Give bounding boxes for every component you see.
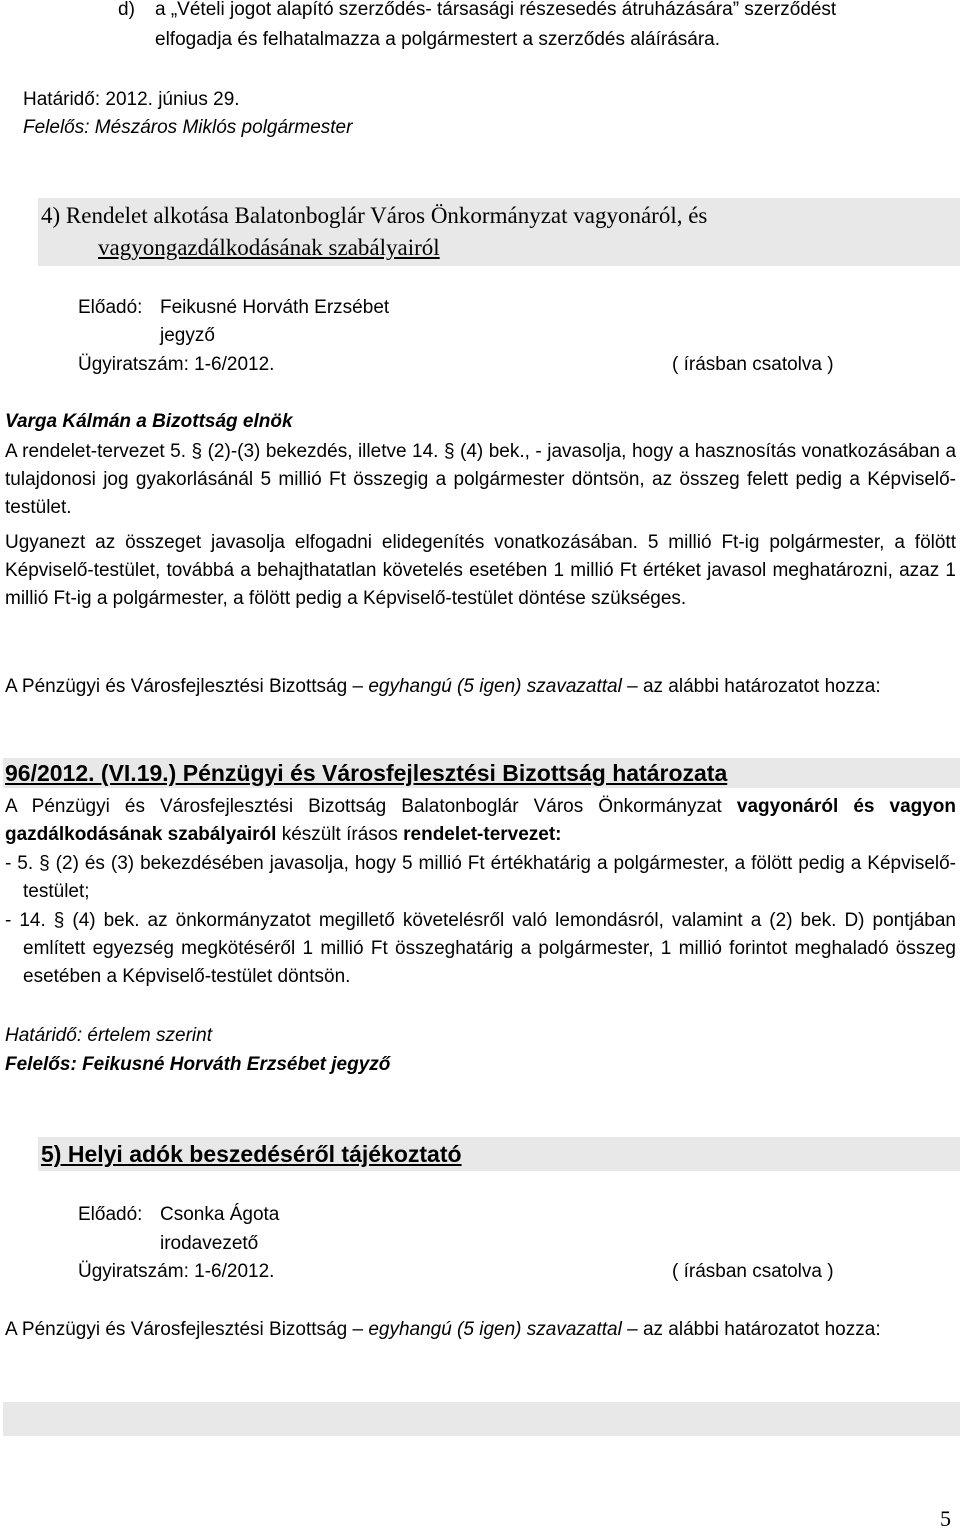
para2-a: Ugyanezt az összeget javasolja elfogadni elidegenítés vonatkozásában. bbox=[5, 532, 638, 553]
list-marker-d: d) bbox=[118, 0, 135, 20]
presenter-label-5: Előadó: bbox=[78, 1204, 143, 1225]
attached-note: ( írásban csatolva ) bbox=[672, 354, 834, 375]
vote-outcome-5: az alábbi határozatot hozza: bbox=[642, 1319, 881, 1340]
res-intro-a: A Pénzügyi és Városfejlesztési Bizottság Balatonboglár Város Önkormányzat bbox=[5, 796, 722, 817]
item-d-line2: elfogadja és felhatalmazza a polgármestert a szerződés aláírására. bbox=[155, 29, 721, 50]
resolution-intro bbox=[5, 793, 956, 849]
attached-note-5: ( írásban csatolva ) bbox=[672, 1261, 834, 1282]
vote-result-5: egyhangú (5 igen) szavazattal bbox=[368, 1319, 622, 1340]
paragraph-2 bbox=[5, 529, 956, 613]
section-4-title-line2: vagyongazdálkodásának szabályairól bbox=[98, 235, 440, 260]
presenter-role-5: irodavezető bbox=[160, 1233, 259, 1254]
page-number: 5 bbox=[940, 1506, 951, 1531]
presenter-name: Feikusné Horváth Erzsébet bbox=[160, 297, 390, 318]
responsible-1: Felelős: Mészáros Miklós polgármester bbox=[23, 117, 353, 138]
vote-committee: A Pénzügyi és Városfejlesztési Bizottság bbox=[5, 676, 348, 697]
resolution-title: 96/2012. (VI.19.) Pénzügyi és Városfejlesztési Bizottság határozata bbox=[5, 760, 728, 786]
vote-outcome: az alábbi határozatot hozza: bbox=[642, 676, 881, 697]
bullet1-text: (2) és (3) bekezdésében javasolja, hogy 5 millió Ft értékhatárig a polgármester, a fölött pedig a Képviselő-testület; bbox=[23, 853, 957, 902]
empty-resolution-shading bbox=[3, 1402, 960, 1436]
deadline-2: Határidő: értelem szerint bbox=[5, 1025, 212, 1046]
presenter-name-5: Csonka Ágota bbox=[160, 1204, 280, 1225]
section-4-title-line1: 4) Rendelet alkotása Balatonboglár Város Önkormányzat vagyonáról, és bbox=[41, 203, 708, 228]
res-intro-c: készült írásos bbox=[281, 824, 398, 845]
deadline-1: Határidő: 2012. június 29. bbox=[23, 89, 240, 110]
resolution-bullet-1 bbox=[5, 850, 956, 906]
para1-c: (4) bek. bbox=[460, 441, 525, 462]
presenter-role: jegyző bbox=[160, 325, 215, 346]
vote-paragraph-1: A Pénzügyi és Városfejlesztési Bizottság – egyhangú (5 igen) szavazattal – az alábbi határozatot hozza: bbox=[5, 676, 881, 697]
section-sign-icon: § bbox=[45, 910, 73, 931]
res-intro-b: vagyonáról és vagyon gazdálkodásának szabályairól bbox=[5, 796, 957, 845]
case-number-5: Ügyiratszám: 1-6/2012. bbox=[78, 1261, 275, 1282]
para2-b: 5 millió Ft-ig polgármester, a fölött Képviselő-testület, továbbá a behajthatatlan követelés esetében 1 millió Ft értéket javasol meghatározni, azaz 1 millió Ft-ig a polgármester, a fölött pedig a Képviselő-testület döntése szükséges. bbox=[5, 532, 956, 609]
section-sign-icon: § bbox=[33, 853, 56, 874]
para1-b: (2)-(3) bekezdés, illetve 14. bbox=[207, 441, 439, 462]
responsible-2: Felelős: Feikusné Horváth Erzsébet jegyző bbox=[5, 1054, 391, 1075]
vote-paragraph-2: A Pénzügyi és Városfejlesztési Bizottság – egyhangú (5 igen) szavazattal – az alábbi határozatot hozza: bbox=[5, 1319, 881, 1340]
vote-result: egyhangú (5 igen) szavazattal bbox=[368, 676, 622, 697]
section-5-title: 5) Helyi adók beszedéséről tájékoztató bbox=[41, 1141, 462, 1167]
section-sign-icon: § bbox=[186, 441, 208, 462]
resolution-bullet-2 bbox=[5, 907, 956, 991]
paragraph-1 bbox=[5, 438, 956, 522]
res-intro-d: rendelet-tervezet: bbox=[403, 824, 562, 845]
vote-committee-5: A Pénzügyi és Városfejlesztési Bizottság bbox=[5, 1319, 348, 1340]
bullet2-text: (4) bek. az önkormányzatot megillető követelésről való lemondásról, valamint a (2) bek. D) pontjában említett egyezség megkötéséről 1 millió Ft összeghatárig a polgármester, 1 millió forintot meghaladó összeg esetében a Képviselő-testület döntsön. bbox=[23, 910, 956, 987]
bullet2-dash: - 14. bbox=[5, 910, 46, 931]
presenter-label: Előadó: bbox=[78, 297, 143, 318]
para1-d: , - javasolja, hogy a hasznosítás vonatkozásában a tulajdonosi jog gyakorlásánál 5 millió Ft összegig a polgármester döntsön, az összeg felett pedig a Képviselő-testület. bbox=[5, 441, 957, 518]
section-sign-icon: § bbox=[438, 441, 461, 462]
item-d-line1: a „Vételi jogot alapító szerződés- társasági részesedés átruházására” szerződést bbox=[155, 0, 837, 20]
para1-a: A rendelet-tervezet 5. bbox=[5, 441, 187, 462]
chair-name: Varga Kálmán a Bizottság elnök bbox=[5, 411, 293, 432]
case-number: Ügyiratszám: 1-6/2012. bbox=[78, 354, 275, 375]
bullet1-dash: - 5. bbox=[5, 853, 34, 874]
